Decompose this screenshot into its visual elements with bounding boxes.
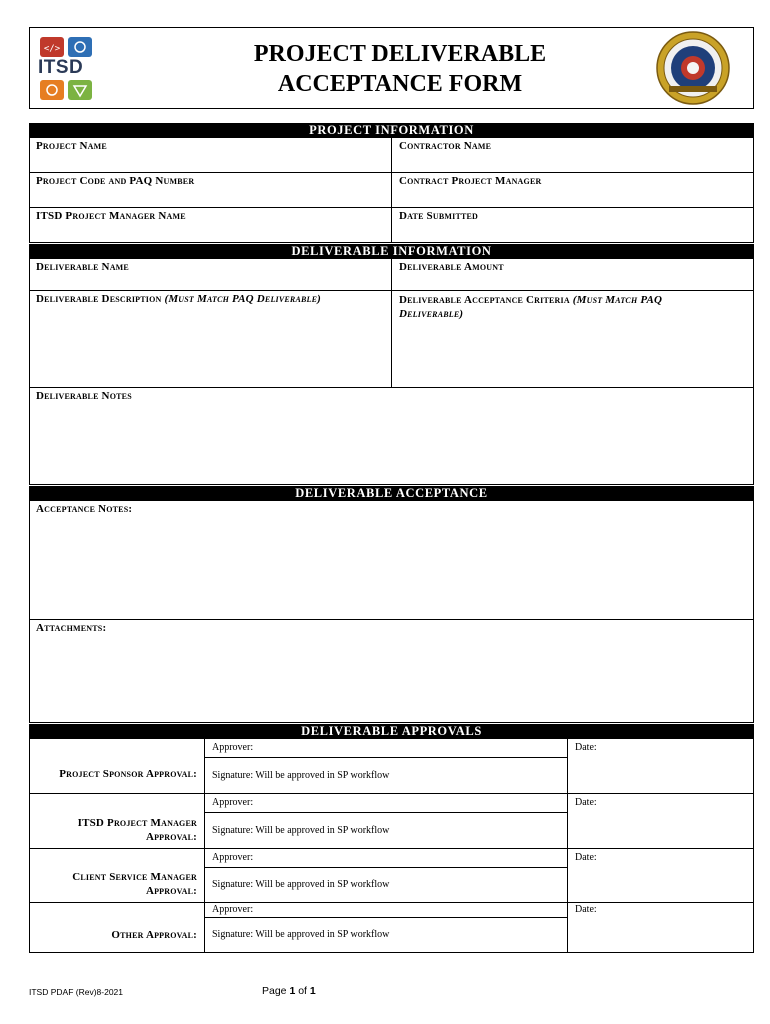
approval-row-label-cell: [29, 902, 205, 953]
deliverable-description-label: [36, 293, 386, 305]
acceptance-notes-field[interactable]: [29, 500, 754, 620]
csm-approval-label-line-1: Client Service Manager: [72, 871, 197, 883]
missouri-seal-icon: [655, 30, 731, 106]
svg-text:</>: </>: [43, 44, 61, 54]
date-label: Date:: [575, 742, 597, 753]
date-label: Date:: [575, 797, 597, 808]
itsd-pm-approval-label: [29, 816, 197, 844]
signature-text: Signature: Will be approved in SP workflow: [212, 825, 390, 836]
approver-field[interactable]: [204, 793, 568, 813]
section-project-information: PROJECT INFORMATION: [29, 123, 754, 138]
section-deliverable-approvals: DELIVERABLE APPROVALS: [29, 724, 754, 739]
page-prefix: Page: [262, 985, 287, 997]
section-deliverable-acceptance: DELIVERABLE ACCEPTANCE: [29, 486, 754, 501]
itsd-pm-name-label: ITSD Project Manager Name: [36, 210, 186, 222]
csm-approval-label-line-2: Approval:: [145, 885, 197, 897]
project-code-label: Project Code and PAQ Number: [36, 175, 195, 187]
date-label: Date:: [575, 904, 597, 915]
deliverable-notes-field[interactable]: [29, 387, 754, 485]
project-sponsor-approval-label: Project Sponsor Approval:: [59, 768, 197, 780]
approver-label: Approver:: [212, 852, 254, 863]
page-current: 1: [289, 985, 296, 997]
client-service-manager-approval-label: [29, 870, 197, 898]
form-title: [170, 39, 630, 99]
acceptance-notes-label: Acceptance Notes:: [36, 503, 133, 515]
section-deliverable-information: DELIVERABLE INFORMATION: [29, 244, 754, 259]
project-name-label: Project Name: [36, 140, 107, 152]
state-seal: [655, 30, 731, 106]
contract-pm-label: Contract Project Manager: [399, 175, 542, 187]
deliverable-amount-label: Deliverable Amount: [399, 261, 504, 273]
attachments-label: Attachments:: [36, 622, 107, 634]
signature-text: Signature: Will be approved in SP workflow: [212, 770, 390, 781]
date-label: Date:: [575, 852, 597, 863]
deliverable-name-label: Deliverable Name: [36, 261, 129, 273]
page-of: of: [298, 985, 307, 997]
description-label-text: Deliverable Description: [36, 293, 162, 305]
approver-field[interactable]: [204, 902, 568, 918]
date-submitted-label: Date Submitted: [399, 210, 479, 222]
itsd-pm-approval-label-line-2: Approval:: [145, 831, 197, 843]
approver-field[interactable]: [204, 848, 568, 868]
approval-row-label-cell: [29, 738, 205, 794]
signature-text: Signature: Will be approved in SP workflow: [212, 929, 390, 940]
criteria-label-text: Deliverable Acceptance Criteria: [399, 294, 570, 306]
form-header: [29, 27, 754, 109]
attachments-field[interactable]: [29, 619, 754, 723]
page-total: 1: [309, 985, 316, 997]
other-approval-label: Other Approval:: [111, 929, 197, 941]
itsd-logo: [38, 34, 100, 102]
page-number: [262, 985, 316, 997]
form-revision-id: ITSD PDAF (Rev)8-2021: [29, 987, 123, 997]
signature-text: Signature: Will be approved in SP workflow: [212, 879, 390, 890]
description-label-note: (Must Match PAQ Deliverable): [164, 293, 322, 305]
itsd-logo-text: ITSD: [38, 57, 84, 78]
approver-label: Approver:: [212, 742, 254, 753]
form-title-line-1: PROJECT DELIVERABLE: [253, 41, 547, 67]
itsd-pm-approval-label-line-1: ITSD Project Manager: [77, 817, 197, 829]
approver-label: Approver:: [212, 904, 254, 915]
approver-label: Approver:: [212, 797, 254, 808]
acceptance-criteria-label: [399, 293, 699, 321]
criteria-label-note: (Must Match PAQ Deliverable): [399, 294, 663, 320]
deliverable-notes-label: Deliverable Notes: [36, 390, 132, 402]
form-title-line-2: ACCEPTANCE FORM: [277, 71, 523, 97]
approver-field[interactable]: [204, 738, 568, 758]
contractor-name-label: Contractor Name: [399, 140, 492, 152]
